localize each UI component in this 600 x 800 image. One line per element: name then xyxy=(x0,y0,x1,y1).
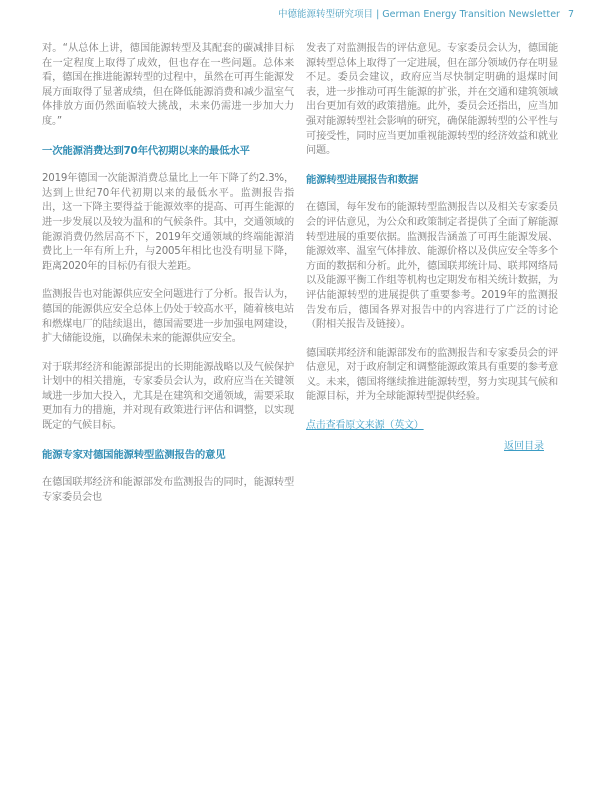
newsletter-header xyxy=(278,6,574,20)
section-heading-progress-report: 能源转型进展报告和数据 xyxy=(306,173,419,186)
right-column xyxy=(306,42,558,434)
body-paragraph: 发表了对监测报告的评估意见。专家委员会认为，德国能源转型总体上取得了一定进展，但在部分领域仍存在明显不足。委员会建议，政府应当尽快制定明确的退煤时间表，进一步推动可再生能源的扩张，并在交通和建筑领域出台更加有效的政策措施。此外，委员会还指出，应当加强对能源转型社会影响的研究，确保能源转型的公平性与可接受性，同时应当更加重视能源转型的经济效益和就业问题。 xyxy=(306,43,558,157)
body-paragraph: 监测报告也对能源供应安全问题进行了分析。报告认为，德国的能源供应安全总体上仍处于较高水平，随着核电站和燃煤电厂的陆续退出，德国需要进一步加强电网建设，扩大储能设施，以确保未来的能源供应安全。 xyxy=(42,289,294,345)
header-title: 中德能源转型研究项目 | German Energy Transition Newsletter xyxy=(278,9,560,20)
section-heading-expert-opinion: 能源专家对德国能源转型监测报告的意见 xyxy=(42,448,226,461)
body-paragraph: 在德国，每年发布的能源转型监测报告以及相关专家委员会的评估意见，为公众和政策制定者提供了全面了解能源转型进展的重要依据。监测报告涵盖了可再生能源发展、能源效率、温室气体排放、能源价格以及供应安全等多个方面的数据和分析。此外，德国联邦统计局、联邦网络局以及能源平衡工作组等机构也定期发布相关统计数据，为评估能源转型的进展提供了重要参考。2019年的监测报告发布后，德国各界对报告中的内容进行了广泛的讨论（附相关报告及链接）。 xyxy=(306,202,558,331)
page-number: 7 xyxy=(567,9,574,20)
body-paragraph: 德国联邦经济和能源部发布的监测报告和专家委员会的评估意见，对于政府制定和调整能源政策具有重要的参考意义。未来，德国将继续推进能源转型，努力实现其气候和能源目标，并为全球能源转型提供经验。 xyxy=(306,347,558,403)
section-heading-energy-consumption: 一次能源消费达到70年代初期以来的最低水平 xyxy=(42,144,250,157)
left-column xyxy=(42,42,294,519)
body-paragraph: 2019年德国一次能源消费总量比上一年下降了约2.3%，达到上世纪70年代初期以来的最低水平。监测报告指出，这一下降主要得益于能源效率的提高、可再生能源的进一步发展以及较为温和的气候条件。其中，交通领域的能源消费仍然居高不下，2019年交通领域的终端能源消费比上一年有所上升，与2005年相比也没有明显下降，距离2020年的目标仍有很大差距。 xyxy=(42,173,294,272)
source-link[interactable]: 点击查看原文来源（英文） xyxy=(306,420,424,432)
body-paragraph: 在德国联邦经济和能源部发布监测报告的同时，能源转型专家委员会也 xyxy=(42,477,294,503)
intro-paragraph: 对。“从总体上讲，德国能源转型及其配套的碳减排目标在一定程度上取得了成效，但也存在一些问题。总体来看，德国在推进能源转型的过程中，虽然在可再生能源发展方面取得了显著成绩，但在降低能源消费和减少温室气体排放方面仍然面临较大挑战，未来仍需进一步加大力度。” xyxy=(42,43,294,127)
body-paragraph: 对于联邦经济和能源部提出的长期能源战略以及气候保护计划中的相关措施，专家委员会认为，政府应当在关键领域进一步加大投入，尤其是在建筑和交通领域，需要采取更加有力的措施，并对现有政策进行评估和调整，以实现既定的气候目标。 xyxy=(42,361,294,432)
back-to-contents-link[interactable]: 返回目录 xyxy=(504,441,544,452)
